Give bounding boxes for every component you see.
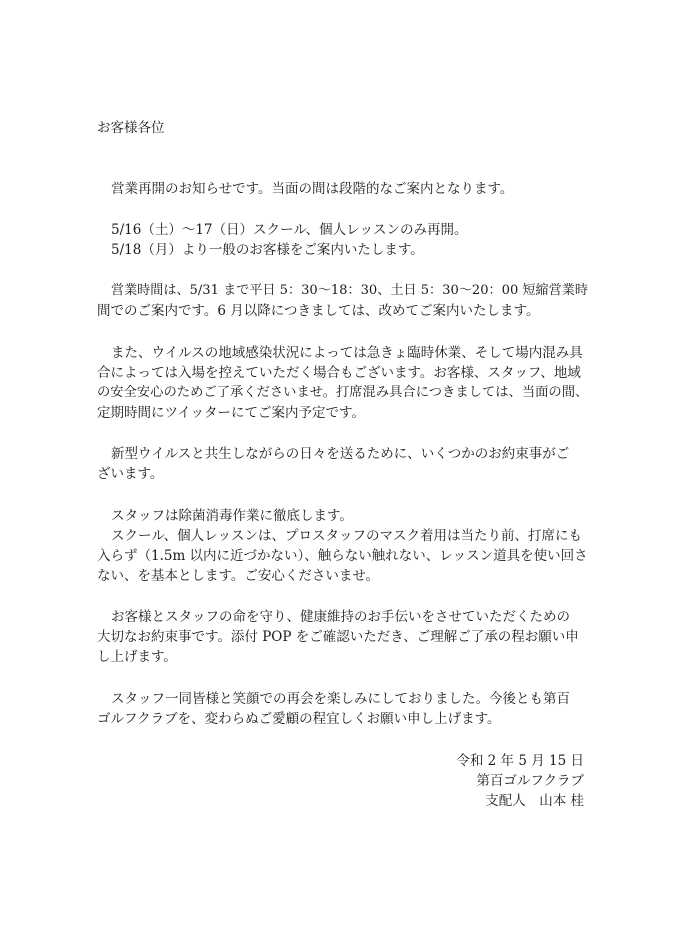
paragraph-health-line-3: し上げます。 xyxy=(97,649,177,665)
salutation: お客様各位 xyxy=(97,120,165,136)
paragraph-reopening-line-1: 営業再開のお知らせです。当面の間は段階的なご案内となります。 xyxy=(111,181,514,197)
paragraph-hours-line-1: 営業時間は、5/31 まで平日 5：30～18：30、土日 5：30～20：00 短縮営業時 xyxy=(111,283,588,298)
paragraph-closure-line-1: また、ウイルスの地域感染状況によっては急きょ臨時休業、そして場内混み具 xyxy=(111,345,583,361)
letter-date: 令和 2 年 5 月 15 日 xyxy=(456,753,584,769)
paragraph-promises-line-2: ざいます。 xyxy=(97,466,164,482)
paragraph-closure-line-2: 合によっては入場を控えていただく場合もございます。お客様、スタッフ、地域 xyxy=(97,365,581,381)
paragraph-schedule-line-2: 5/18（月）より一般のお客様をご案内いたします。 xyxy=(111,242,424,258)
paragraph-staff-line-2: スクール、個人レッスンは、プロスタッフのマスク着用は当たり前、打席にも xyxy=(111,528,583,544)
paragraph-hours-line-2: 間でのご案内です。6 月以降につきましては、改めてご案内いたします。 xyxy=(97,303,540,319)
paragraph-staff-line-4: ない、を基本とします。ご安心くださいませ。 xyxy=(97,568,380,584)
paragraph-promises-line-1: 新型ウイルスと共生しながらの日々を送るために、いくつかのお約束事がご xyxy=(111,446,570,462)
paragraph-health-line-2: 大切なお約束事です。添付 POP をご確認いただき、ご理解ご了承の程お願い申 xyxy=(97,629,579,645)
paragraph-health-line-1: お客様とスタッフの命を守り、健康維持のお手伝いをさせていただくための xyxy=(111,609,570,625)
paragraph-staff-line-3: 入らず（1.5m 以内に近づかない）、触らない触れない、レッスン道具を使い回さ xyxy=(97,548,588,564)
paragraph-schedule-line-1: 5/16（土）～17（日）スクール、個人レッスンのみ再開。 xyxy=(111,222,468,238)
paragraph-closure-line-3: の安全安心のためご了承くださいませ。打席混み具合につきましては、当面の間、 xyxy=(97,385,589,400)
organization-name: 第百ゴルフクラブ xyxy=(476,773,584,789)
paragraph-closing-line-2: ゴルフクラブを、変わらぬご愛顧の程宜しくお願い申し上げます。 xyxy=(97,711,501,727)
paragraph-closing-line-1: スタッフ一同皆様と笑顔での再会を楽しみにしておりました。今後とも第百 xyxy=(111,691,570,707)
paragraph-staff-line-1: スタッフは除菌消毒作業に徹底します。 xyxy=(111,508,353,524)
paragraph-closure-line-4: 定期時間にツイッターにてご案内予定です。 xyxy=(97,405,365,421)
signatory: 支配人 山本 桂 xyxy=(485,793,584,809)
